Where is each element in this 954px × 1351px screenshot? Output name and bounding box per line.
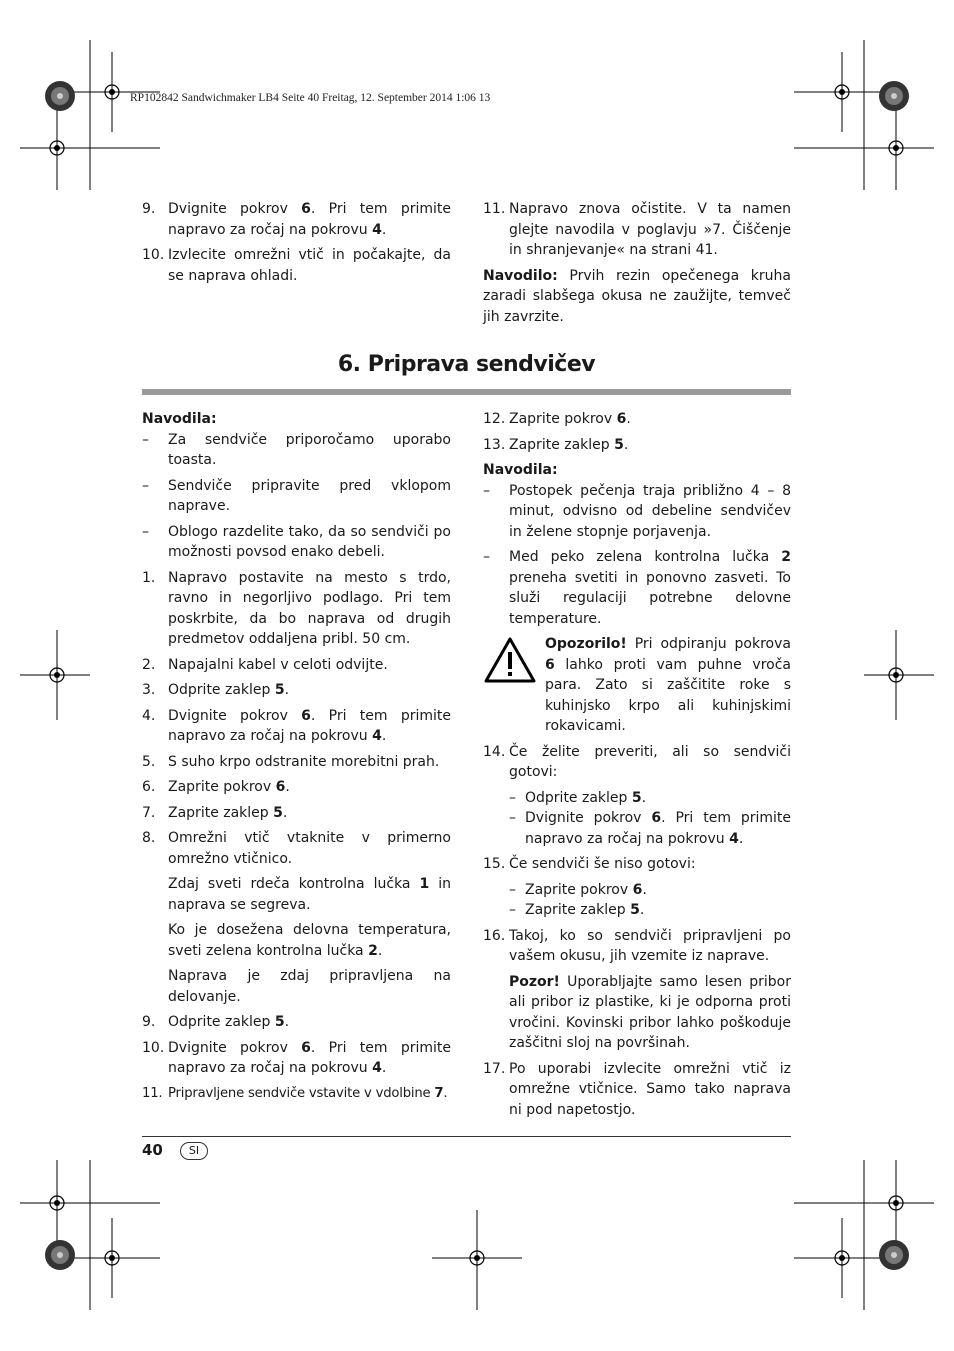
list-item: 7. Zaprite zaklep 5. bbox=[142, 804, 288, 821]
dash-item: – Za sendviče priporočamo uporabo toasta. bbox=[142, 431, 451, 468]
list-item: 8. Omrežni vtič vtaknite v primerno omrežno vtičnico. bbox=[142, 830, 451, 867]
top-left-column bbox=[142, 199, 451, 291]
list-item: 12. Zaprite pokrov 6. bbox=[483, 411, 631, 427]
dash-item: – Postopek pečenja traja približno 4 – 8 minut, odvisno od debeline sendvičev in želene stopnje porjavenja. bbox=[483, 482, 791, 540]
list-item: 6. Zaprite pokrov 6. bbox=[142, 779, 290, 795]
list-item: 4. Dvignite pokrov 6. Pri tem primite napravo za ročaj na pokrovu 4. bbox=[142, 707, 452, 744]
list-item: 15. Če sendviči še niso gotovi: bbox=[483, 856, 696, 872]
dash-item: – Sendviče pripravite pred vklopom naprave. bbox=[142, 477, 451, 514]
page-number: 40 bbox=[142, 1141, 163, 1159]
paragraph: Ko je dosežena delovna temperatura, sveti zelena kontrolna lučka 2. bbox=[168, 922, 451, 959]
list-item: 13. Zaprite zaklep 5. bbox=[483, 436, 629, 453]
paragraph: Naprava je zdaj pripravljena na delovanje. bbox=[168, 968, 451, 1005]
caution-note: Pozor! Uporabljajte samo lesen pribor ali pribor iz plastike, ki je odporna proti vročini. Kovinski pribor lahko poškoduje zaščitni sloj na površinah. bbox=[509, 973, 791, 1051]
list-item: 16. Takoj, ko so sendviči pripravljeni po vašem okusu, jih vzemite iz naprave. bbox=[483, 927, 791, 964]
list-item: 10. Izvlecite omrežni vtič in počakajte, da se naprava ohladi. bbox=[142, 247, 451, 284]
section-divider bbox=[142, 389, 791, 395]
notes-label: Navodila: bbox=[483, 462, 558, 478]
note: Navodilo: Prvih rezin opečenega kruha zaradi slabšega okusa ne zaužijte, temveč jih zavrzite. bbox=[483, 267, 791, 325]
list-item: 14. Če želite preveriti, ali so sendviči gotovi: bbox=[483, 743, 791, 780]
list-item: 5. S suho krpo odstranite morebitni prah. bbox=[142, 753, 440, 770]
list-item: 2. Napajalni kabel v celoti odvijte. bbox=[142, 656, 388, 673]
dash-item: – Med peko zelena kontrolna lučka 2 preneha svetiti in ponovno zasveti. To služi regulaciji potrebne delovne temperature. bbox=[483, 549, 791, 627]
paragraph: Zdaj sveti rdeča kontrolna lučka 1 in naprava se segreva. bbox=[168, 876, 451, 913]
list-item: 9. Dvignite pokrov 6. Pri tem primite napravo za ročaj na pokrovu 4. bbox=[142, 201, 452, 238]
section-title: 6. Priprava sendvičev bbox=[337, 352, 596, 377]
list-item: 9. Odprite zaklep 5. bbox=[142, 1014, 290, 1030]
sub-item: – Dvignite pokrov 6. Pri tem primite napravo za ročaj na pokrovu 4. bbox=[509, 810, 792, 847]
list-item: 10. Dvignite pokrov 6. Pri tem primite napravo za ročaj na pokrovu 4. bbox=[142, 1039, 452, 1076]
main-left-column bbox=[142, 409, 451, 1109]
list-item: 17. Po uporabi izvlecite omrežni vtič iz omrežne vtičnice. Samo tako naprava ni pod napetostjo. bbox=[483, 1060, 791, 1118]
warning-block: Opozorilo! Pri odpiranju pokrova 6 lahko proti vam puhne vroča para. Zato si zaščitite roke s kuhinjsko krpo ali kuhinjskimi rokavicami. bbox=[483, 634, 791, 737]
print-header: RP102842 Sandwichmaker LB4 Seite 40 Freitag, 12. September 2014 1:06 13 bbox=[130, 92, 491, 104]
notes-label: Navodila: bbox=[142, 411, 217, 427]
main-right-column bbox=[483, 409, 791, 1125]
sub-item: – Zaprite zaklep 5. bbox=[509, 902, 645, 918]
list-item: 1. Napravo postavite na mesto s trdo, ravno in negorljivo podlago. Pri tem poskrbite, da bo naprava od drugih predmetov oddaljena pribl. 50 cm. bbox=[142, 569, 451, 647]
list-item: 11. Napravo znova očistite. V ta namen glejte navodila v poglavju »7. Čiščenje in shranjevanje« na strani 41. bbox=[483, 201, 791, 258]
list-item: 3. Odprite zaklep 5. bbox=[142, 682, 290, 698]
warning-triangle-icon bbox=[483, 636, 537, 684]
dash-item: – Oblogo razdelite tako, da so sendviči po možnosti povsod enako debeli. bbox=[142, 523, 451, 560]
language-badge: SI bbox=[180, 1142, 208, 1160]
top-right-column bbox=[483, 199, 791, 332]
list-item: 11. Pripravljene sendviče vstavite v vdolbine 7. bbox=[142, 1085, 448, 1101]
footer-divider bbox=[142, 1136, 791, 1137]
sub-item: – Zaprite pokrov 6. bbox=[509, 881, 647, 898]
sub-item: – Odprite zaklep 5. bbox=[509, 789, 647, 806]
